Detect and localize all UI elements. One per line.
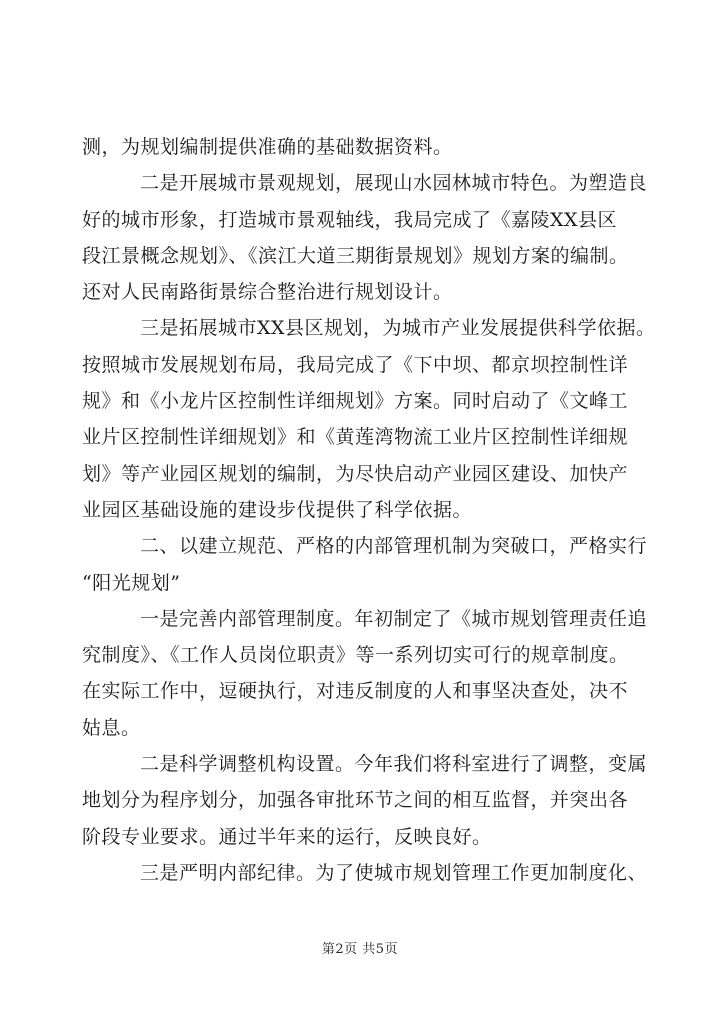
text-line: 好的城市形象，打造城市景观轴线，我局完成了《嘉陵XX县区: [82, 208, 618, 231]
text-line: 姑息。: [82, 716, 141, 739]
document-body: [82, 129, 656, 891]
text-line: 阶段专业要求。通过半年来的运行，反映良好。: [82, 825, 492, 848]
text-line: 三是严明内部纪律。为了使城市规划管理工作更加制度化、: [140, 861, 648, 884]
text-line: 二是开展城市景观规划，展现山水园林城市特色。为塑造良: [140, 172, 648, 195]
text-line: 业园区基础设施的建设步伐提供了科学依据。: [82, 498, 473, 521]
text-line: 还对人民南路街景综合整治进行规划设计。: [82, 281, 453, 304]
text-line: 地划分为程序划分，加强各审批环节之间的相互监督，并突出各: [82, 789, 629, 812]
section-heading: 二、以建立规范、严格的内部管理机制为突破口，严格实行: [140, 535, 648, 558]
text-line: 按照城市发展规划布局，我局完成了《下中坝、都京坝控制性详: [82, 353, 629, 376]
section-heading-continued: “阳光规划”: [82, 571, 181, 594]
page-number: 第2页 共5页: [321, 942, 399, 957]
text-line: 二是科学调整机构设置。今年我们将科室进行了调整，变属: [140, 753, 648, 776]
text-line: 在实际工作中，逗硬执行，对违反制度的人和事坚决查处，决不: [82, 680, 629, 703]
text-line: 三是拓展城市XX县区规划，为城市产业发展提供科学依据。: [140, 317, 656, 340]
text-line: 段江景概念规划》、《滨江大道三期街景规划》规划方案的编制。: [82, 244, 629, 267]
text-line: 究制度》、《工作人员岗位职责》等一系列切实可行的规章制度。: [82, 644, 629, 667]
text-line: 规》和《小龙片区控制性详细规划》方案。同时启动了《文峰工: [82, 390, 629, 413]
text-line: 业片区控制性详细规划》和《黄莲湾物流工业片区控制性详细规: [82, 426, 629, 449]
text-line: 一是完善内部管理制度。年初制定了《城市规划管理责任追: [140, 607, 648, 630]
text-line: 划》等产业园区规划的编制，为尽快启动产业园区建设、加快产: [82, 462, 629, 485]
text-line: 测，为规划编制提供准确的基础数据资料。: [82, 136, 453, 158]
